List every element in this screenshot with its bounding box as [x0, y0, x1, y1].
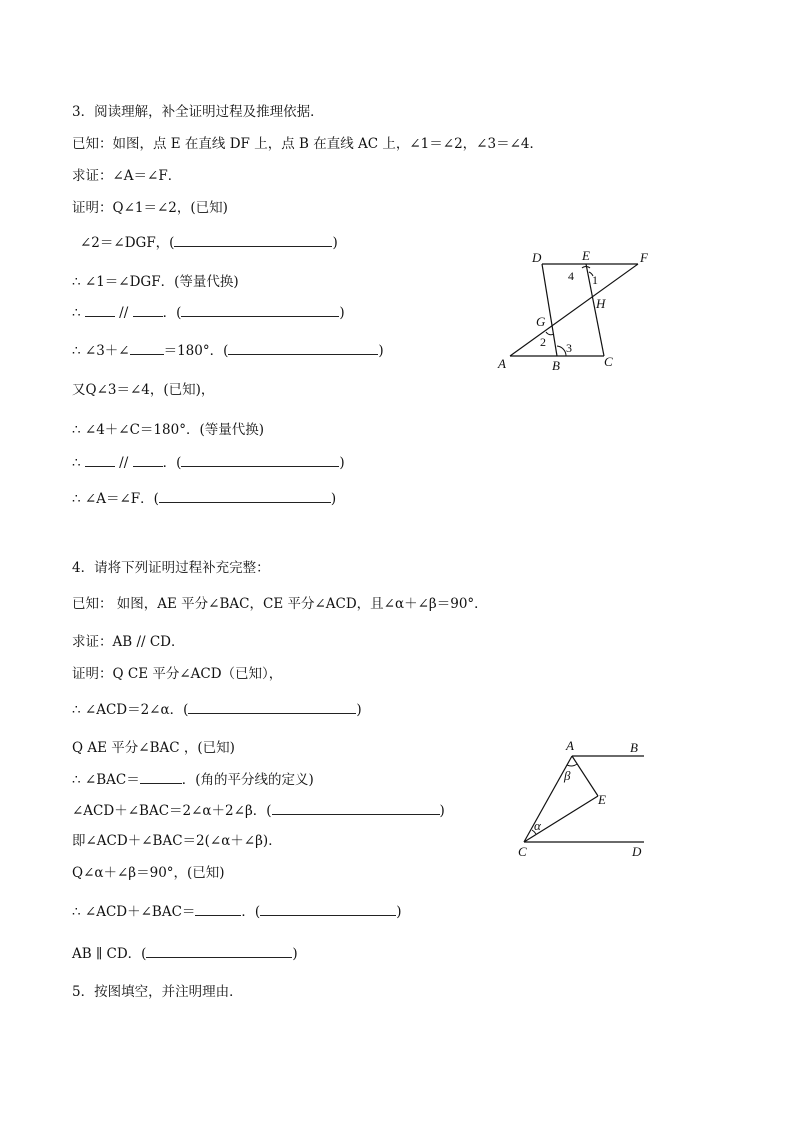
angle-beta-arc	[567, 764, 577, 766]
label-F: F	[640, 250, 648, 265]
label-C: C	[518, 844, 527, 859]
q4-proof-start: 证明：Q CE 平分∠ACD（已知），	[72, 666, 283, 682]
q4-step-4: ∠ACD＋∠BAC＝2∠α＋2∠β．( )	[72, 803, 445, 819]
q3-step-7: ∴ // ．( )	[72, 455, 345, 471]
label-C: C	[604, 354, 613, 369]
q3-step-1: ∠2＝∠DGF，( )	[80, 235, 338, 251]
q4-blank-2[interactable]	[140, 770, 182, 784]
q4-title: 4．请将下列证明过程补充完整：	[72, 560, 270, 576]
q3-step-3: ∴ // ．( )	[72, 305, 345, 321]
line-AE	[572, 756, 598, 796]
q4-step-3: ∴ ∠BAC＝ ．(角的平分线的定义)	[72, 772, 314, 788]
q3-blank-4a[interactable]	[85, 453, 115, 467]
q5-title: 5．按图填空，并注明理由．	[72, 984, 243, 1000]
label-D: D	[532, 250, 542, 265]
q3-step-6: ∴ ∠4＋∠C＝180°．(等量代换)	[72, 422, 264, 438]
label-2: 2	[540, 335, 546, 349]
q3-blank-5[interactable]	[159, 489, 331, 503]
label-A: A	[566, 738, 574, 753]
line-AF	[510, 264, 638, 356]
q3-step-2: ∴ ∠1＝∠DGF．(等量代换)	[72, 274, 239, 290]
q4-blank-6[interactable]	[146, 944, 292, 958]
q4-blank-4[interactable]	[195, 902, 241, 916]
label-B: B	[552, 358, 560, 373]
q4-step-6: Q∠α＋∠β＝90°，(已知)	[72, 865, 225, 881]
q4-blank-5[interactable]	[260, 902, 396, 916]
q3-prove: 求证：∠A＝∠F．	[72, 168, 182, 184]
label-E: E	[582, 248, 590, 263]
label-3: 3	[566, 341, 572, 355]
q4-step-7: ∴ ∠ACD＋∠BAC＝ ．( )	[72, 904, 402, 920]
q3-blank-4c[interactable]	[181, 453, 339, 467]
q3-step-4: ∴ ∠3＋∠ ＝180°．( )	[72, 343, 384, 359]
label-A: A	[498, 356, 506, 371]
q3-title: 3．阅读理解，补全证明过程及推理依据．	[72, 104, 324, 120]
q3-figure	[494, 246, 654, 374]
q4-step-5: 即∠ACD＋∠BAC＝2(∠α＋∠β)．	[72, 833, 282, 849]
q4-step-8: AB ∥ CD．( )	[72, 946, 298, 962]
label-G: G	[536, 314, 546, 329]
q4-prove: 求证：AB // CD．	[72, 634, 185, 650]
angle-4-arc	[582, 266, 590, 268]
label-H: H	[596, 296, 606, 311]
q3-given: 已知：如图，点 E 在直线 DF 上，点 B 在直线 AC 上，∠1＝∠2，∠3＝∠4．	[72, 136, 543, 152]
q3-blank-2b[interactable]	[133, 303, 163, 317]
angle-3-arc	[557, 346, 566, 356]
q4-given: 已知： 如图，AE 平分∠BAC，CE 平分∠ACD，且∠α＋∠β＝90°．	[72, 596, 488, 612]
q3-blank-2a[interactable]	[85, 303, 115, 317]
label-alpha: α	[534, 818, 541, 833]
q4-step-1: ∴ ∠ACD＝2∠α．( )	[72, 702, 362, 718]
q3-blank-1[interactable]	[174, 233, 332, 247]
q4-blank-3[interactable]	[272, 801, 440, 815]
q4-step-2: Q AE 平分∠BAC ，(已知)	[72, 740, 235, 756]
q3-blank-4b[interactable]	[133, 453, 163, 467]
label-E: E	[598, 792, 606, 807]
q3-blank-3b[interactable]	[228, 341, 378, 355]
q3-blank-3a[interactable]	[130, 341, 164, 355]
q3-step-5: 又Q∠3＝∠4，(已知)，	[72, 382, 215, 398]
q4-figure	[508, 736, 654, 864]
label-D: D	[632, 844, 642, 859]
label-1: 1	[592, 273, 598, 287]
label-beta: β	[564, 768, 571, 783]
q3-blank-2c[interactable]	[181, 303, 339, 317]
label-4: 4	[568, 269, 574, 283]
label-B: B	[630, 740, 638, 755]
q3-proof-start: 证明：Q∠1＝∠2，(已知)	[72, 200, 228, 216]
q4-blank-1[interactable]	[188, 700, 356, 714]
q3-step-8: ∴ ∠A＝∠F．( )	[72, 491, 337, 507]
